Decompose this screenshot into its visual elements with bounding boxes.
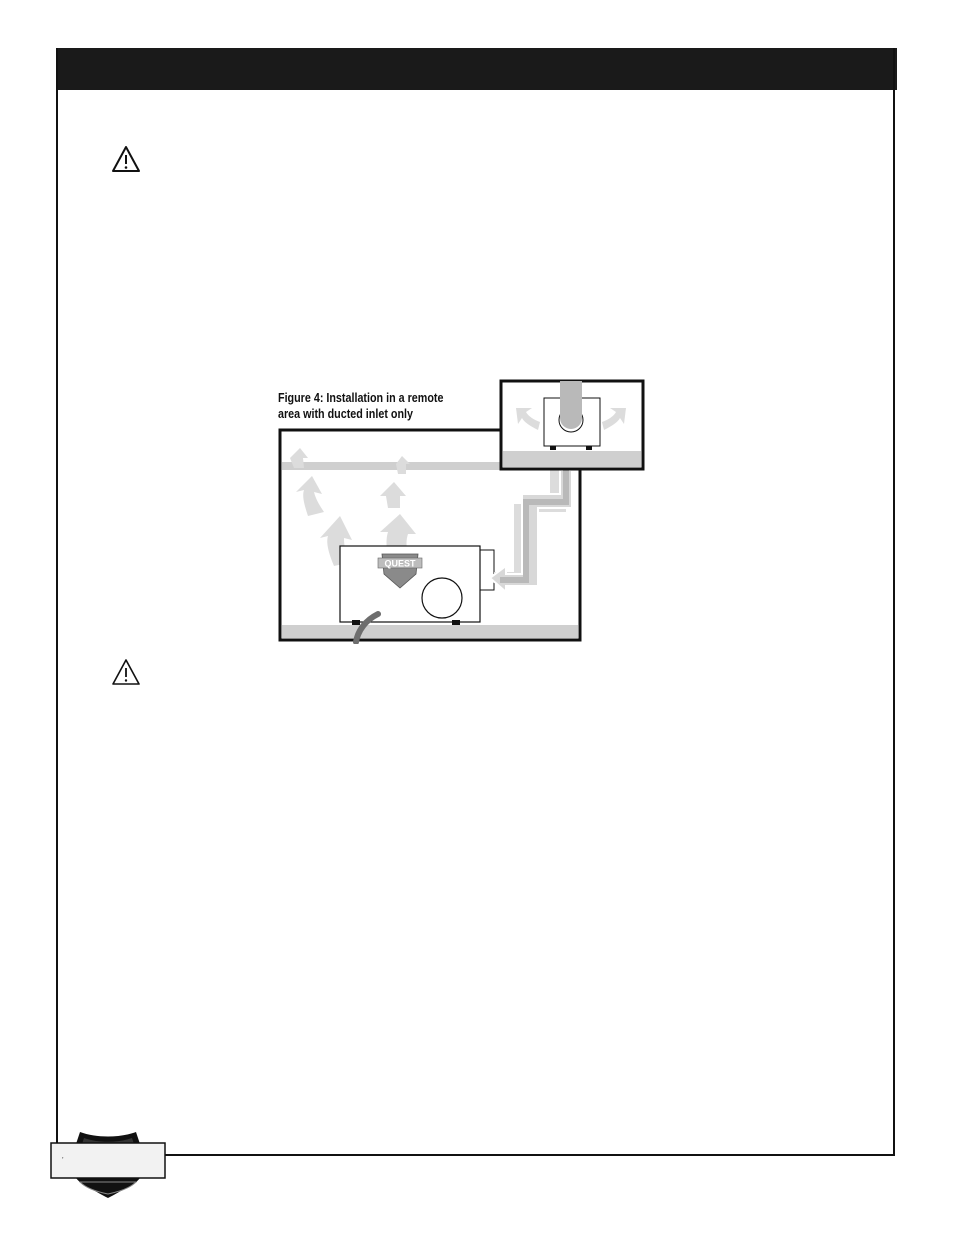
- warning-triangle-icon: [111, 145, 141, 173]
- figure-caption-line-1: Figure 4: Installation in a remote: [278, 391, 444, 405]
- warning-triangle-icon: [111, 658, 141, 686]
- installation-figure: [276, 378, 648, 644]
- inset-view: [501, 381, 643, 469]
- brand-shield-logo: [50, 1128, 166, 1198]
- figure-caption-line-2: area with ducted inlet only: [278, 407, 414, 421]
- logo-mark: ’: [62, 1157, 64, 1164]
- unit-logo-text: QUEST: [384, 558, 416, 569]
